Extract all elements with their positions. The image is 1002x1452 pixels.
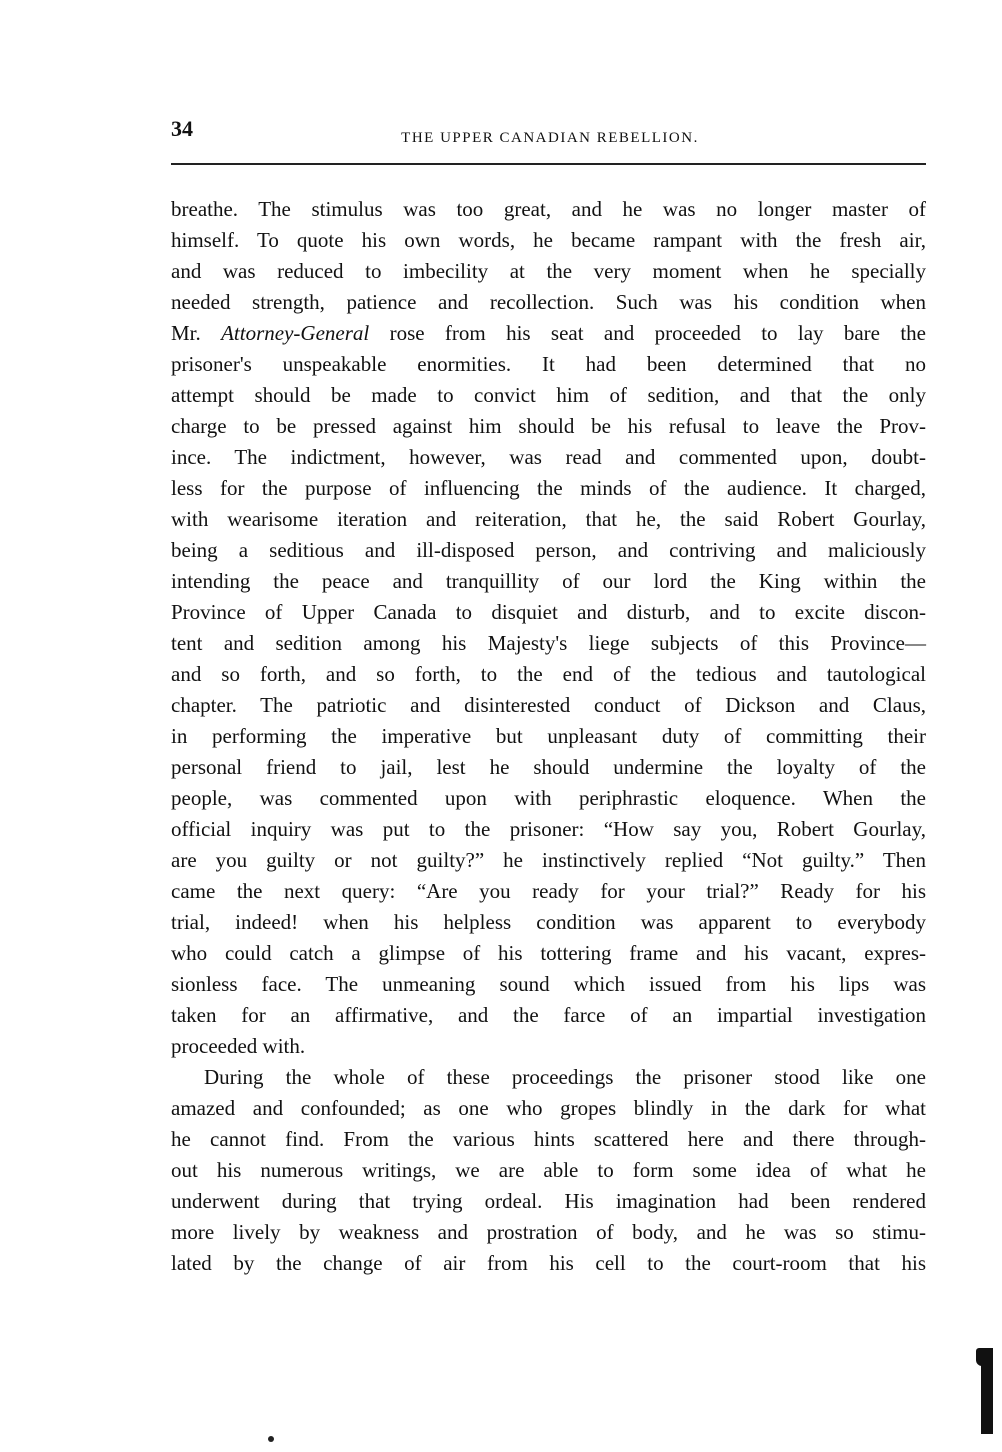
page-number: 34 (171, 116, 193, 141)
text-line: During the whole of these proceedings the prisoner stood like one (204, 1065, 926, 1089)
text-line: attempt should be made to convict him of sedition, and that the only (171, 383, 926, 407)
text-line: more lively by weakness and prostration of body, and he was so stimu- (171, 1220, 926, 1244)
paragraph-1 (171, 194, 926, 1062)
text-line: trial, indeed! when his helpless condition was apparent to everybody (171, 910, 926, 934)
text-line: amazed and confounded; as one who gropes blindly in the dark for what (171, 1096, 926, 1120)
text-line: out his numerous writings, we are able to form some idea of what he (171, 1158, 926, 1182)
text-line: ince. The indictment, however, was read and commented upon, doubt- (171, 445, 926, 469)
ink-speck (268, 1436, 274, 1442)
text-line: are you guilty or not guilty?” he instinctively replied “Not guilty.” Then (171, 848, 926, 872)
text-line: being a seditious and ill-disposed person, and contriving and maliciously (171, 538, 926, 562)
text-line: taken for an affirmative, and the farce of an impartial investigation (171, 1003, 926, 1027)
text-line: prisoner's unspeakable enormities. It had been determined that no (171, 352, 926, 376)
text-line: and was reduced to imbecility at the very moment when he specially (171, 259, 926, 283)
text-line: he cannot find. From the various hints scattered here and there through- (171, 1127, 926, 1151)
text-line: lated by the change of air from his cell to the court-room that his (171, 1251, 926, 1275)
text-line: breathe. The stimulus was too great, and he was no longer master of (171, 197, 926, 221)
text-line: people, was commented upon with periphrastic eloquence. When the (171, 786, 926, 810)
text-line: came the next query: “Are you ready for your trial?” Ready for his (171, 879, 926, 903)
running-title: THE UPPER CANADIAN REBELLION. (401, 130, 699, 146)
text-line: himself. To quote his own words, he became rampant with the fresh air, (171, 228, 926, 252)
text-line: sionless face. The unmeaning sound which issued from his lips was (171, 972, 926, 996)
text-line: tent and sedition among his Majesty's liege subjects of this Province— (171, 631, 926, 655)
text-line: underwent during that trying ordeal. His imagination had been rendered (171, 1189, 926, 1213)
italic-title: Attorney-General (221, 321, 370, 345)
text-line: needed strength, patience and recollection. Such was his condition when (171, 290, 926, 314)
text-line: with wearisome iteration and reiteration, that he, the said Robert Gourlay, (171, 507, 926, 531)
text-line: in performing the imperative but unpleasant duty of committing their (171, 724, 926, 748)
text-line: less for the purpose of influencing the minds of the audience. It charged, (171, 476, 926, 500)
text-line: and so forth, and so forth, to the end of the tedious and tautological (171, 662, 926, 686)
text-line: intending the peace and tranquillity of our lord the King within the (171, 569, 926, 593)
text-line: Mr. Attorney-General rose from his seat and proceeded to lay bare the (171, 321, 926, 345)
text-line: proceeded with. (171, 1034, 306, 1058)
text-line: official inquiry was put to the prisoner: “How say you, Robert Gourlay, (171, 817, 926, 841)
text-line: who could catch a glimpse of his tottering frame and his vacant, expres- (171, 941, 926, 965)
text-line: chapter. The patriotic and disinterested conduct of Dickson and Claus, (171, 693, 926, 717)
text-line: charge to be pressed against him should be his refusal to leave the Prov- (171, 414, 926, 438)
body-text (171, 194, 926, 1279)
page-edge-mark-cap (976, 1348, 986, 1366)
header-rule (171, 163, 926, 165)
text-line: Province of Upper Canada to disquiet and disturb, and to excite discon- (171, 600, 926, 624)
paragraph-2 (171, 1062, 926, 1279)
text-line: personal friend to jail, lest he should undermine the loyalty of the (171, 755, 926, 779)
